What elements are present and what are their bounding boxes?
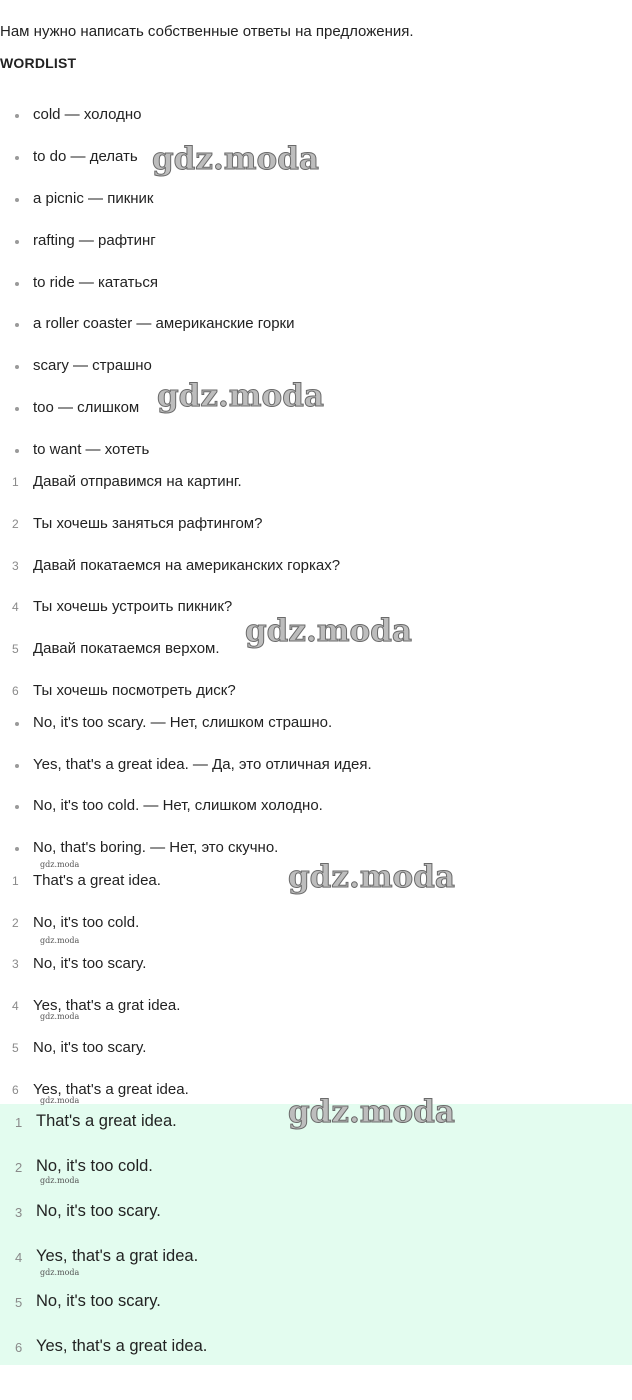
bullet-icon <box>15 198 19 202</box>
wordlist-item <box>0 314 632 336</box>
wordlist-heading: WORDLIST <box>0 55 77 71</box>
item-number: 3. 3 <box>12 957 19 971</box>
wordlist-item-text: rafting — рафтинг <box>33 232 156 249</box>
phrase-text: No, it's too scary. — Нет, слишком страшно. <box>33 714 333 731</box>
sentence-text: Давай отправимся на картинг. <box>33 473 242 490</box>
sentence-text: Ты хочешь заняться рафтингом? <box>33 515 263 532</box>
answer-text: That's a great idea. <box>36 1112 177 1130</box>
wordlist-item <box>0 440 632 462</box>
answer-text: Yes, that's a great idea. <box>33 1081 189 1098</box>
answer-text: That's a great idea. <box>33 872 161 889</box>
sentence-text: Ты хочешь устроить пикник? <box>33 598 233 615</box>
watermark-small: gdz.moda <box>40 1268 80 1277</box>
wordlist-item-text: to ride — кататься <box>33 274 158 291</box>
watermark-small: gdz.moda <box>40 1012 80 1021</box>
item-number: 2. 2 <box>12 517 19 531</box>
item-number: 2. 2 <box>12 916 19 930</box>
phrase-text: No, it's too cold. — Нет, слишком холодно. <box>33 797 323 814</box>
wordlist-item <box>0 189 632 211</box>
watermark-small: gdz.moda <box>40 860 80 869</box>
item-number: 6. 6 <box>12 1083 19 1097</box>
answer-item <box>0 1038 632 1060</box>
answer-item <box>0 871 632 893</box>
phrase-item <box>0 796 632 818</box>
bullet-icon <box>15 805 19 809</box>
bullet-icon <box>15 323 19 327</box>
item-number: 6. 6 <box>15 1340 23 1355</box>
sentence-item <box>0 681 632 703</box>
watermark: gdz.moda <box>157 378 324 414</box>
sentence-text: Давай покатаемся на американских горках? <box>33 557 341 574</box>
item-number: 5. 5 <box>12 642 19 656</box>
wordlist-item-text: too — слишком <box>33 399 140 416</box>
item-number: 1. 1 <box>12 874 19 888</box>
answer-text: No, it's too cold. <box>33 914 140 931</box>
sentence-item <box>0 556 632 578</box>
watermark-small: gdz.moda <box>40 1096 80 1105</box>
wordlist-item-text: scary — страшно <box>33 357 152 374</box>
answer-text: No, it's too scary. <box>36 1292 161 1310</box>
item-number: 4. 4 <box>12 999 19 1013</box>
wordlist-item <box>0 273 632 295</box>
bullet-icon <box>15 282 19 286</box>
watermark: gdz.moda <box>288 1094 455 1130</box>
wordlist-item <box>0 147 632 169</box>
item-number: 5. 5 <box>15 1295 23 1310</box>
watermark: gdz.moda <box>245 613 412 649</box>
phrase-text: No, that's boring. — Нет, это скучно. <box>33 839 279 856</box>
bullet-icon <box>15 722 19 726</box>
item-number: 6. 6 <box>12 684 19 698</box>
sentence-text: Ты хочешь посмотреть диск? <box>33 682 236 699</box>
wordlist-item-text: a roller coaster — американские горки <box>33 315 295 332</box>
sentence-item <box>0 514 632 536</box>
answer-item <box>0 954 632 976</box>
item-number: 5. 5 <box>12 1041 19 1055</box>
bullet-icon <box>15 407 19 411</box>
watermark-small: gdz.moda <box>40 936 80 945</box>
item-number: 2. 2 <box>15 1160 23 1175</box>
item-number: 4. 4 <box>12 600 19 614</box>
phrase-text: Yes, that's a great idea. — Да, это отличная идея. <box>33 756 372 773</box>
bullet-icon <box>15 764 19 768</box>
phrase-item <box>0 713 632 735</box>
wordlist-item-text: to do — делать <box>33 148 138 165</box>
sentence-text: Давай покатаемся верхом. <box>33 640 220 657</box>
watermark: gdz.moda <box>152 141 319 177</box>
wordlist-item-text: a picnic — пикник <box>33 190 154 207</box>
item-number: 4. 4 <box>15 1250 23 1265</box>
answer-item <box>0 913 632 935</box>
bullet-icon <box>15 365 19 369</box>
bullet-icon <box>15 114 19 118</box>
answer-text: Yes, that's a grat idea. <box>33 997 181 1014</box>
item-number: 3. 3 <box>12 559 19 573</box>
answer-text: No, it's too scary. <box>33 1039 147 1056</box>
answer-item <box>0 996 632 1018</box>
wordlist-item <box>0 398 632 420</box>
answer-text: No, it's too cold. <box>36 1157 153 1175</box>
answer-item <box>0 1111 632 1135</box>
wordlist-item <box>0 231 632 253</box>
item-number: 1. 1 <box>15 1115 23 1130</box>
answer-text: No, it's too scary. <box>33 955 147 972</box>
bullet-icon <box>15 240 19 244</box>
watermark-small: gdz.moda <box>40 1176 80 1185</box>
bullet-icon <box>15 156 19 160</box>
highlighted-answer-box <box>0 1104 632 1365</box>
answer-item <box>0 1080 632 1102</box>
answer-text: Yes, that's a great idea. <box>36 1337 208 1355</box>
bullet-icon <box>15 847 19 851</box>
answer-item <box>0 1291 632 1315</box>
answer-text: No, it's too scary. <box>36 1202 161 1220</box>
item-number: 3. 3 <box>15 1205 23 1220</box>
sentence-item <box>0 597 632 619</box>
answer-item <box>0 1246 632 1270</box>
answer-item <box>0 1156 632 1180</box>
intro-text: Нам нужно написать собственные ответы на предложения. <box>0 23 414 40</box>
bullet-icon <box>15 449 19 453</box>
answer-item <box>0 1336 632 1360</box>
answer-item <box>0 1201 632 1225</box>
wordlist-item <box>0 356 632 378</box>
item-number: 1. 1 <box>12 475 19 489</box>
answer-text: Yes, that's a grat idea. <box>36 1247 199 1265</box>
sentence-item <box>0 472 632 494</box>
wordlist-item-text: cold — холодно <box>33 106 142 123</box>
sentence-item <box>0 639 632 661</box>
phrase-item <box>0 755 632 777</box>
watermark: gdz.moda <box>288 859 455 895</box>
wordlist-item <box>0 105 632 127</box>
wordlist-item-text: to want — хотеть <box>33 441 150 458</box>
phrase-item <box>0 838 632 860</box>
